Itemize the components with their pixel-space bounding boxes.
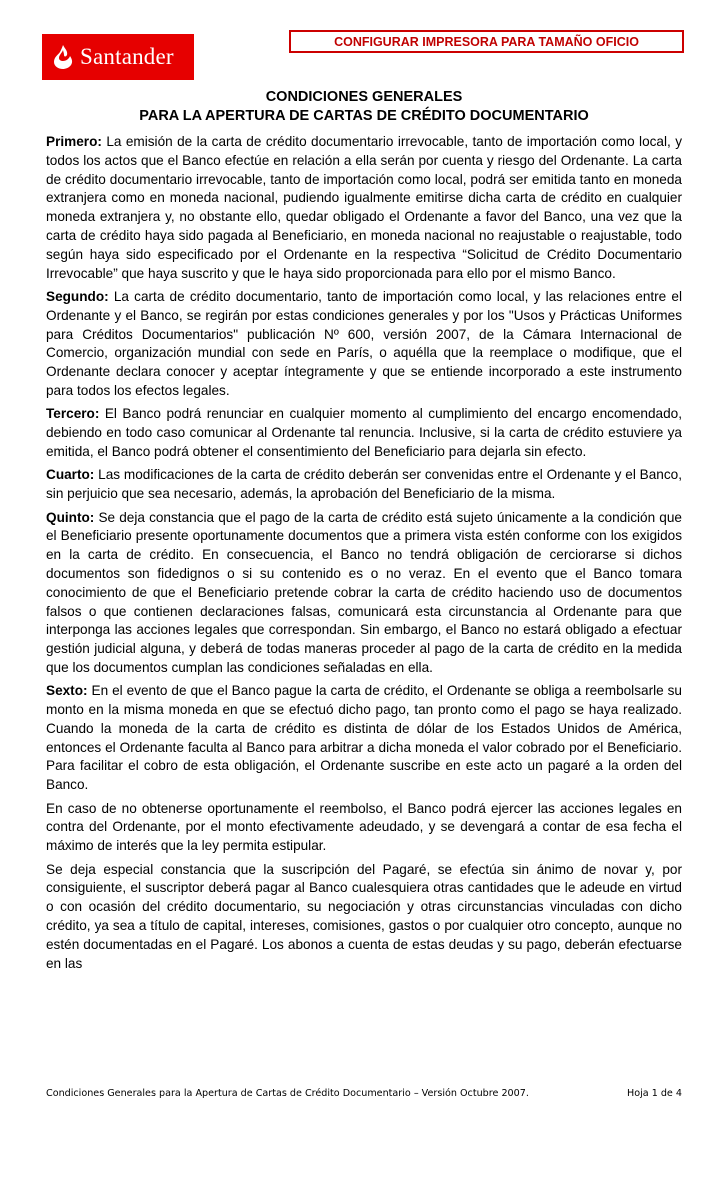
title-line-2: PARA LA APERTURA DE CARTAS DE CRÉDITO DOCUMENTARIO <box>139 108 589 124</box>
clause-label: Segundo: <box>46 288 109 304</box>
clause-label: Sexto: <box>46 683 88 699</box>
brand-name: Santander <box>80 44 174 69</box>
clause-quinto <box>46 509 682 678</box>
clause-primero <box>46 133 682 283</box>
clause-label: Cuarto: <box>46 467 95 483</box>
clause-text: Se deja constancia que el pago de la carta de crédito está sujeto únicamente a la condición que el Beneficiario presente oportunamente documentos que a primera vista estén conforme con los exigidos en la carta de crédito. En consecuencia, el Banco no tendrá obligación de cerciorarse si dichos documentos son fidedignos o si su contenido es o no veraz. En el evento que el Banco tomara conocimiento de que el Beneficiario pretende cobrar la carta de crédito haciendo uso de documentos falsos o que contienen declaraciones falsas, comunicará esta circunstancia al Ordenante para que interponga las acciones legales que correspondan. Sin embargo, el Banco no estará obligado a efectuar gestión judicial alguna, y deberá de todas maneras proceder al pago de la carta de crédito en la medida que los documentos cumplan las condiciones señaladas en ella. <box>46 509 682 675</box>
clause-tercero <box>46 405 682 461</box>
paragraph-reembolso: En caso de no obtenerse oportunamente el reembolso, el Banco podrá ejercer las acciones legales en contra del Ordenante, por el monto efectivamente adeudado, y se devengará a contar de esa fecha el máximo de interés que la ley permita estipular. <box>46 800 682 854</box>
config-printer-banner: CONFIGURAR IMPRESORA PARA TAMAÑO OFICIO <box>289 30 684 53</box>
paragraph-pagare: Se deja especial constancia que la suscripción del Pagaré, se efectúa sin ánimo de novar y, por consiguiente, el suscriptor deberá pagar al Banco cualesquiera otras cantidades que le adeude en virtud o con ocasión del crédito documentario, su negociación y otras circunstancias vinculadas con dicho crédito, ya sea a título de capital, intereses, comisiones, gastos o por cualquier otro concepto, aunque no estén documentadas en el Pagaré. Los abonos a cuenta de estas deudas y su pago, deberán efectuarse en las <box>46 861 682 971</box>
title-line-1: CONDICIONES GENERALES <box>265 89 463 105</box>
santander-logo <box>42 34 194 80</box>
clause-label: Quinto: <box>46 509 95 525</box>
footer-document-name: Condiciones Generales para la Apertura de Cartas de Crédito Documentario – Versión Octubre 2007. <box>46 1088 529 1099</box>
flame-icon <box>52 44 74 70</box>
page-footer <box>46 1087 682 1101</box>
clause-cuarto <box>46 466 682 504</box>
clause-sexto <box>46 682 682 795</box>
clause-text: El Banco podrá renunciar en cualquier momento al cumplimiento del encargo encomendado, debiendo en todo caso comunicar al Ordenante tal renuncia. Inclusive, si la carta de crédito estuviere ya emitida, el Banco podrá obtener el consentimiento del Beneficiario para dejarla sin efecto. <box>46 406 682 459</box>
clause-text: La emisión de la carta de crédito documentario irrevocable, tanto de importación como local, y todos los actos que el Banco efectúe en relación a ella serán por cuenta y riesgo del Ordenante. La carta de crédito documentario irrevocable, tanto de importación como local, podrá ser emitida tanto en moneda extranjera como en moneda nacional, pudiendo igualmente emitirse dicha carta de crédito en cualquier moneda extranjera y, no obstante ello, quedar obligado el Ordenante a favor del Banco, una vez que la carta de crédito haya sido pagada al Beneficiario, en moneda nacional no reajustable o reajustable, todo según haya sido especificado por el Ordenante en la respectiva “Solicitud de Crédito Documentario Irrevocable” que haya suscrito y que le haya sido proporcionada para ello por el mismo Banco. <box>46 134 682 281</box>
clause-text: En el evento de que el Banco pague la carta de crédito, el Ordenante se obliga a reembolsarle su monto en la misma moneda en que se efectuó dicho pago, tan pronto como el pago se haya realizado. Cuando la moneda de la carta de crédito es distinta de dólar de los Estados Unidos de América, entonces el Ordenante faculta al Banco para arbitrar a dicha moneda el valor cobrado por el Beneficiario. Para facilitar el cobro de esta obligación, el Ordenante suscribe en este acto un pagaré a la orden del Banco. <box>46 683 682 793</box>
clause-text: La carta de crédito documentario, tanto de importación como local, y las relaciones entre el Ordenante y el Banco, se regirán por estas condiciones generales y por los "Usos y Prácticas Uniformes para Créditos Documentarios" publicación Nº 600, versión 2007, de la Cámara Internacional de Comercio, organización mundial con sede en París, o aquélla que la reemplace o modifique, que el Ordenante declara conocer y aceptar íntegramente y que se entiende incorporado a este instrumento para todos los efectos legales. <box>46 288 682 398</box>
footer-page-number: Hoja 1 de 4 <box>627 1088 682 1099</box>
clause-text: Las modificaciones de la carta de crédito deberán ser convenidas entre el Ordenante y el Banco, sin perjuicio que sea necesario, además, la aprobación del Beneficiario de la misma. <box>46 467 682 502</box>
document-title <box>46 88 682 126</box>
clause-label: Tercero: <box>46 406 100 422</box>
clause-segundo <box>46 288 682 401</box>
document-body <box>46 133 682 978</box>
clause-label: Primero: <box>46 134 102 149</box>
